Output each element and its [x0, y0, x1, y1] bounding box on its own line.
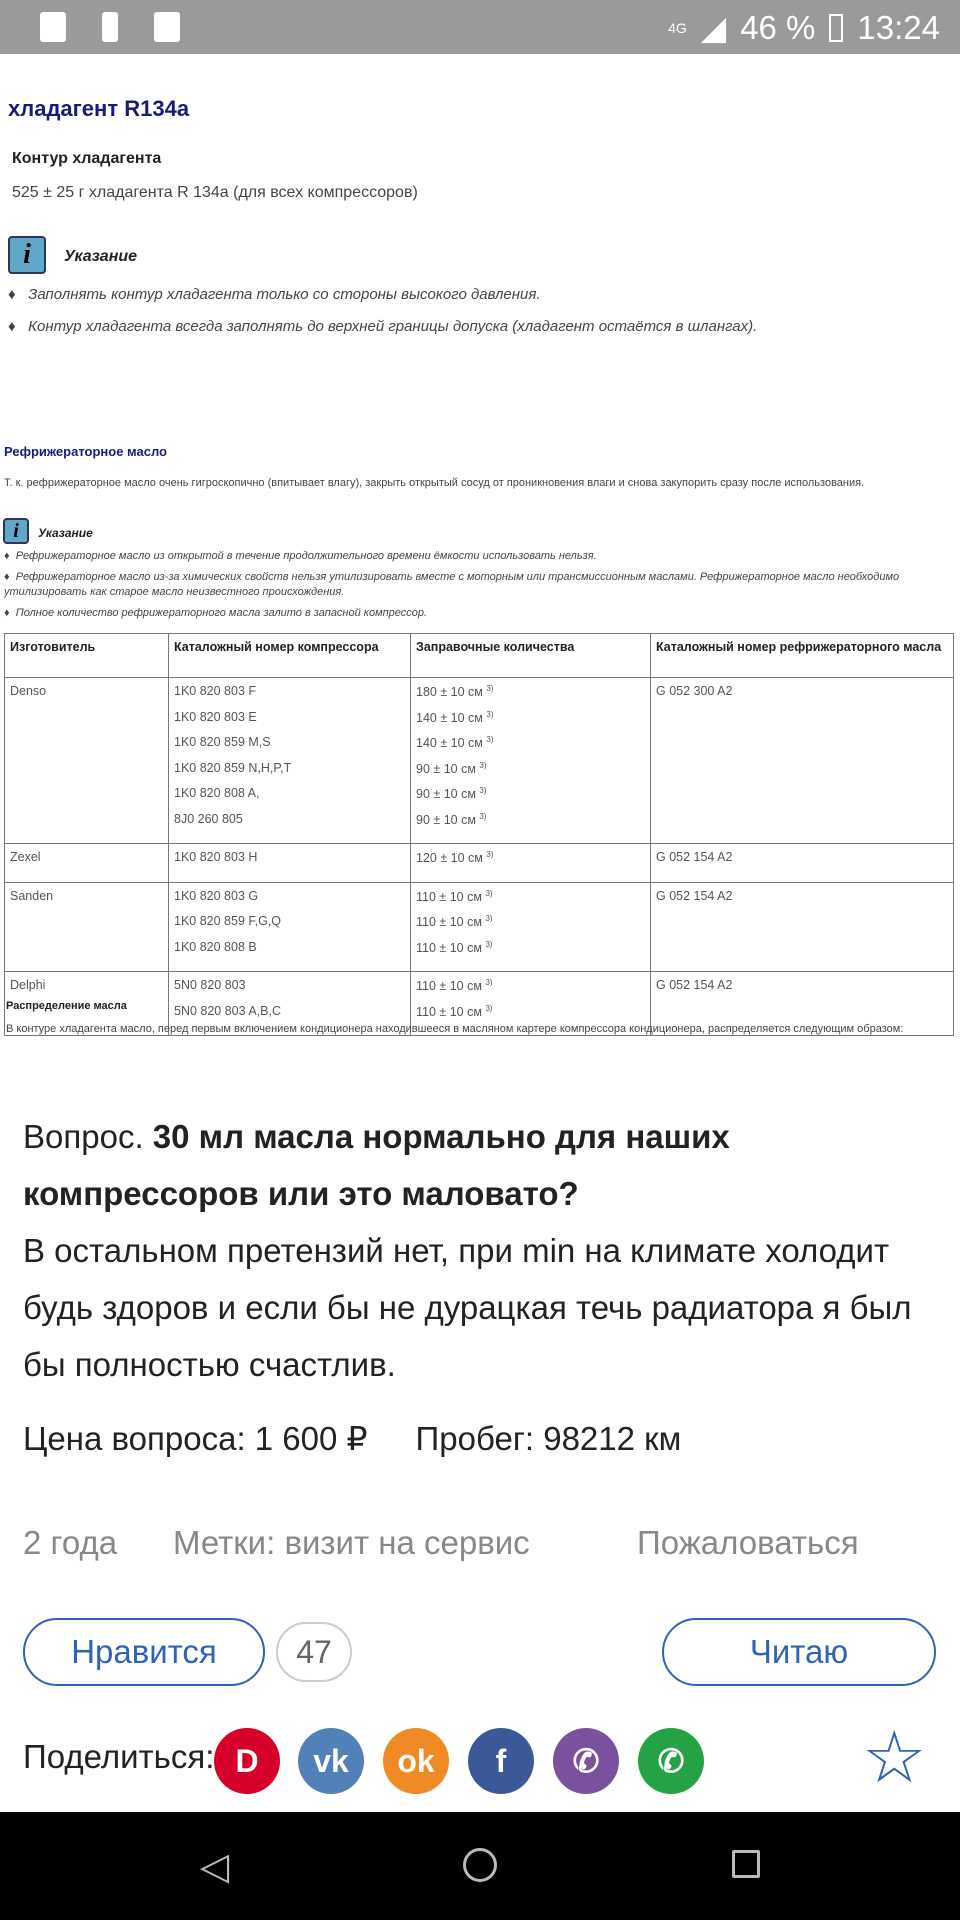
- fill-quantity: 120 ± 10 см $^{3)}$: [416, 850, 494, 866]
- like-count: 47: [276, 1622, 352, 1682]
- part-number: 1K0 820 859 M,S: [174, 735, 271, 749]
- part-number: 1K0 820 859 F,G,Q: [174, 914, 282, 928]
- fill-quantity: 110 ± 10 см $^{3)}$: [416, 914, 493, 930]
- part-number: 5N0 820 803: [174, 978, 246, 992]
- circuit-text: 525 ± 25 г хладагента R 134a (для всех компрессоров): [12, 184, 418, 201]
- table-cell: [411, 882, 651, 972]
- image-icon: [154, 12, 180, 42]
- table-cell: [169, 882, 411, 972]
- part-number: 1K0 820 803 E: [174, 709, 257, 724]
- part-number: 8J0 260 805: [174, 811, 243, 826]
- maker: Delphi: [10, 978, 46, 992]
- fill-quantity: 90 ± 10 см $^{3)}$: [416, 760, 487, 776]
- header-cell: Каталожный номер компрессора: [169, 634, 411, 678]
- back-icon[interactable]: ◁: [200, 1846, 230, 1888]
- maker: Zexel: [10, 850, 41, 864]
- fill-quantity: 110 ± 10 см $^{3)}$: [416, 888, 493, 904]
- oil-part-number: G 052 300 A2: [656, 684, 733, 698]
- read-button[interactable]: Читаю: [662, 1618, 936, 1686]
- share-facebook-icon[interactable]: f: [468, 1728, 534, 1794]
- fill-quantity: 140 ± 10 см $^{3)}$: [416, 709, 494, 725]
- home-icon[interactable]: [463, 1848, 497, 1882]
- tags-link[interactable]: Метки: визит на сервис: [173, 1524, 530, 1561]
- fill-quantity: 110 ± 10 см $^{3)}$: [416, 978, 493, 994]
- fill-quantity: 90 ± 10 см $^{3)}$: [416, 786, 487, 802]
- post-body: [23, 1108, 943, 1393]
- oil-text: Т. к. рефрижераторное масло очень гигроскопично (впитывает влагу), закрыть открытый сосуд от проникновения влаги и снова закупорить сразу после использования.: [4, 477, 865, 489]
- oil-heading: Рефрижераторное масло: [4, 444, 167, 459]
- table-cell: [651, 844, 954, 883]
- oil-table: [4, 633, 954, 1036]
- table-cell: [651, 882, 954, 972]
- oil-part-number: G 052 154 A2: [656, 978, 733, 992]
- table-cell: [5, 678, 169, 844]
- like-button[interactable]: Нравится: [23, 1618, 265, 1686]
- note-item: ♦ Полное количество рефрижераторного масла залито в запасной компрессор.: [4, 607, 428, 619]
- price: Цена вопроса: 1 600 ₽: [23, 1420, 368, 1457]
- fill-quantity: 90 ± 10 см $^{3)}$: [416, 811, 487, 827]
- info-icon: i: [3, 518, 29, 544]
- oil-part-number: G 052 154 A2: [656, 850, 733, 864]
- post-age: 2 года: [23, 1524, 118, 1561]
- dist-heading: Распределение масла: [6, 1000, 127, 1012]
- table-cell: [169, 678, 411, 844]
- network-type: 4G: [668, 19, 687, 36]
- table-row: [5, 882, 954, 972]
- table-row: [5, 678, 954, 844]
- status-bar: [0, 0, 960, 54]
- battery-saver-icon: [102, 12, 118, 42]
- table-cell: [411, 678, 651, 844]
- notification-icon: [40, 12, 66, 42]
- fill-quantity: 180 ± 10 см $^{3)}$: [416, 684, 494, 700]
- part-number: 1K0 820 808 B: [174, 939, 257, 954]
- part-number: 1K0 820 803 H: [174, 850, 258, 864]
- fill-quantity: 110 ± 10 см $^{3)}$: [416, 939, 493, 955]
- share-label: Поделиться:: [23, 1738, 215, 1775]
- note-label: Указание: [64, 248, 138, 265]
- part-number: 5N0 820 803 A,B,C: [174, 1003, 282, 1018]
- table-cell: [5, 882, 169, 972]
- question-label: Вопрос.: [23, 1118, 144, 1155]
- table-cell: [5, 844, 169, 883]
- note-item: ♦ Рефрижераторное масло из-за химических свойств нельзя утилизировать вместе с моторным или трансмиссионным маслами. Рефрижераторное масло необходимо утилизировать как старое масло неизвестного происхождения.: [4, 571, 900, 598]
- info-icon: i: [8, 236, 46, 274]
- fill-quantity: 140 ± 10 см $^{3)}$: [416, 735, 494, 751]
- part-number: 1K0 820 803 F: [174, 684, 257, 698]
- dist-text: В контуре хладагента масло, перед первым включением кондиционера находившееся в масляном картере компрессора кондиционера, распределяется следующим образом:: [6, 1023, 904, 1035]
- recents-icon[interactable]: [732, 1850, 760, 1878]
- table-cell: [411, 844, 651, 883]
- circuit-heading: Контур хладагента: [12, 150, 162, 167]
- price-row: [23, 1410, 943, 1467]
- share-vk-icon[interactable]: vk: [298, 1728, 364, 1794]
- part-number: 1K0 820 803 G: [174, 888, 259, 903]
- share-ok-icon[interactable]: ok: [383, 1728, 449, 1794]
- signal-icon: ◢: [700, 9, 727, 46]
- doc-title: хладагент R134a: [8, 96, 190, 121]
- table-cell: [169, 844, 411, 883]
- fill-quantity: 110 ± 10 см $^{3)}$: [416, 1003, 493, 1019]
- clock: 13:24: [857, 8, 940, 46]
- share-viber-icon[interactable]: ✆: [553, 1728, 619, 1794]
- share-drive-icon[interactable]: D: [214, 1728, 280, 1794]
- report-link[interactable]: Пожаловаться: [637, 1524, 859, 1561]
- note-item: ♦ Рефрижераторное масло из открытой в течение продолжительного времени ёмкости использовать нельзя.: [4, 550, 597, 562]
- favorite-star-icon[interactable]: ☆: [862, 1718, 927, 1798]
- question-text: 30 мл масла нормально для наших компрессоров или это маловато?: [23, 1118, 730, 1212]
- mileage: Пробег: 98212 км: [415, 1420, 682, 1457]
- post-text: В остальном претензий нет, при min на климате холодит будь здоров и если бы не дурацкая течь радиатора я был бы полностью счастлив.: [23, 1232, 912, 1383]
- notification-icons: [40, 12, 180, 42]
- battery-level: 46 %: [740, 8, 816, 46]
- part-number: 1K0 820 859 N,H,P,T: [174, 760, 292, 775]
- header-cell: Изготовитель: [5, 634, 169, 678]
- part-number: 1K0 820 808 A,: [174, 786, 260, 800]
- battery-icon: [829, 14, 843, 42]
- navigation-bar: [0, 1812, 960, 1920]
- note-label: Указание: [38, 526, 93, 540]
- header-cell: Каталожный номер рефрижераторного масла: [651, 634, 954, 678]
- note-item: ♦ Контур хладагента всегда заполнять до верхней границы допуска (хладагент остаётся в шлангах).: [8, 318, 758, 335]
- maker: Denso: [10, 684, 47, 698]
- table-header: [5, 634, 954, 678]
- table-row: [5, 844, 954, 883]
- oil-part-number: G 052 154 A2: [656, 888, 733, 903]
- table-cell: [651, 678, 954, 844]
- header-cell: Заправочные количества: [411, 634, 651, 678]
- share-whatsapp-icon[interactable]: ✆: [638, 1728, 704, 1794]
- maker: Sanden: [10, 888, 54, 903]
- note-item: ♦ Заполнять контур хладагента только со стороны высокого давления.: [8, 286, 541, 303]
